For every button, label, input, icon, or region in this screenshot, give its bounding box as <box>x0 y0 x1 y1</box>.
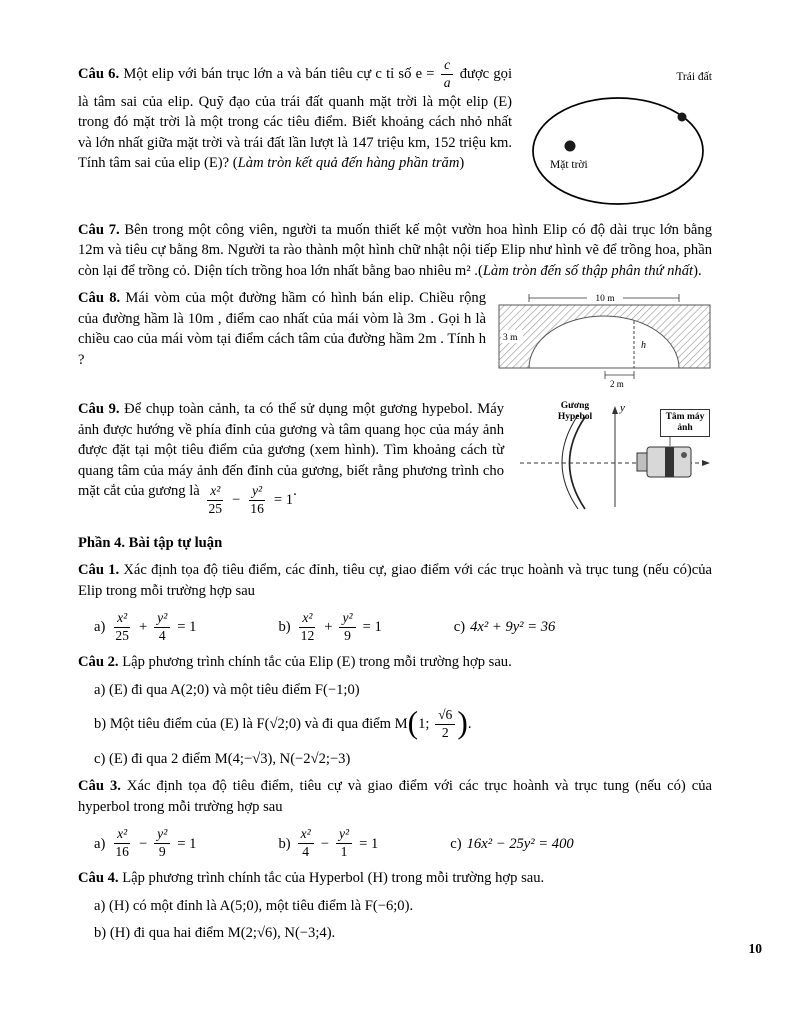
camera-label: Tâm máy ảnh <box>660 409 710 437</box>
equation-item-c: c) 16x² − 25y² = 400 <box>450 835 574 852</box>
tunnel-drawing <box>498 290 712 388</box>
exercise-2 <box>78 652 712 769</box>
exercise-4-item-b: b) (H) đi qua hai điểm M(2;√6), N(−3;4). <box>94 925 336 942</box>
exercise-2-item-c: c) (E) đi qua 2 điểm M(4;−√3), N(−2√2;−3) <box>94 750 351 767</box>
question-9-close: . <box>293 482 297 499</box>
exercise-3 <box>78 776 712 861</box>
question-6-post: được gọi là tâm sai của elip. Quỹ đạo của trái đất quanh mặt trời là một elip (E) trong đó mặt trời là một trong các tiêu điểm. Biết khoảng cách nhỏ nhất và lớn nhất giữa mặt trời và trái đất lần lượt là 147 triệu km, 152 triệu km. Tính tâm sai của elip (E)? ( <box>78 65 513 172</box>
question-8-body: Mái vòm của một đường hầm có hình bán elip. Chiều rộng của đường hầm là 10m , điểm cao nhất của mái vòm là 3m . Gọi h là chiều cao của mái vòm tại điểm cách tâm của đường hầm 2m . Tính h ? <box>78 290 486 368</box>
question-9 <box>78 399 712 518</box>
mirror-equation: $\frac{\text{x²}}{25}$ − $\frac{\text{y²}}{16}$ = 1 <box>208 482 294 516</box>
question-6 <box>78 57 712 213</box>
question-7-close: ). <box>693 262 702 279</box>
exercise-1-body: Xác định tọa độ tiêu điểm, các đỉnh, tiêu cự, giao điểm với các trục hoành và trục tung (nếu có)của Elip trong mỗi trường hợp sau <box>78 562 713 599</box>
question-6-note: Làm tròn kết quả đến hàng phần trăm <box>237 155 460 172</box>
earth-label: Trái đất <box>676 71 712 83</box>
question-7-label: Câu 7. <box>78 222 120 238</box>
orbit-ellipse-drawing <box>526 69 712 209</box>
question-8-label: Câu 8. <box>78 290 121 307</box>
tunnel-offset-label: 2 m <box>610 379 624 389</box>
exercise-4 <box>78 868 712 943</box>
y-axis-label: y <box>620 402 625 415</box>
exercise-1-label: Câu 1. <box>78 562 120 579</box>
mirror-label: Gương Hypebol <box>557 401 593 423</box>
equation-item-c: c) 4x² + 9y² = 36 <box>453 619 556 636</box>
question-7-note: Làm tròn đến số thập phân thứ nhất <box>482 262 694 279</box>
tunnel-width-label: 10 m <box>595 294 615 305</box>
exercise-2-item-a: a) (E) đi qua A(2;0) và một tiêu điểm F(−1;0) <box>94 681 360 698</box>
exercise-1-items <box>94 610 712 645</box>
question-6-close: ) <box>459 155 465 172</box>
question-7-text <box>78 220 712 281</box>
question-9-body: Để chụp toàn cảnh, ta có thể sử dụng một gương hypebol. Máy ảnh được hướng về phía đỉnh của gương và tâm quang học của máy ảnh được đặt tại một tiêu điểm của gương (xem hình). Tìm khoảng cách từ quang tâm của máy ảnh đến đỉnh của gương, biết rằng phương trình cho mặt cắt của gương là <box>78 401 504 499</box>
page-content <box>78 50 712 950</box>
question-7 <box>78 220 712 281</box>
exercise-4-body: Lập phương trình chính tắc của Hyperbol (H) trong mỗi trường hợp sau. <box>122 870 545 887</box>
equation-item-a: a) $\frac{\text{x²}}{25}$ + $\frac{\text{y²}}{4}$ = 1 <box>94 610 197 644</box>
sun-dot <box>565 141 576 152</box>
sun-label: Mặt trời <box>550 159 588 171</box>
exercise-2-body: Lập phương trình chính tắc của Elip (E) trong mỗi trường hợp sau. <box>122 654 512 671</box>
tunnel-h-label: h <box>641 340 646 352</box>
figure-hyperbola-mirror <box>518 401 712 511</box>
fraction-c-a: $\frac{c}{a}$ <box>441 57 454 92</box>
exercise-4-item-a: a) (H) có một đỉnh là A(5;0), một tiêu điểm là F(−6;0). <box>94 897 414 914</box>
exercise-3-text <box>78 776 712 817</box>
section-title: Phần 4. Bài tập tự luận <box>78 534 223 551</box>
equation-item-a: a) $\frac{\text{x²}}{16}$ − $\frac{\text{y²}}{9}$ = 1 <box>94 826 197 860</box>
exercise-2-label: Câu 2. <box>78 654 119 671</box>
page-number: 10 <box>748 941 762 956</box>
question-8 <box>78 288 712 392</box>
camera-lens <box>637 453 647 471</box>
exercise-1 <box>78 560 712 645</box>
exercise-2-item-b: b) Một tiêu điểm của (E) là F(√2;0) và đi qua điểm M(1; $\frac{√6}{2}$ ). <box>94 705 472 741</box>
equation-item-b: b) $\frac{\text{x²}}{4}$ − $\frac{\text{y²}}{1}$ = 1 <box>278 826 379 860</box>
earth-dot <box>678 113 687 122</box>
exercise-4-label: Câu 4. <box>78 870 119 887</box>
exercise-4-text <box>78 868 712 888</box>
equation-item-b: b) $\frac{\text{x²}}{12}$ + $\frac{\text{y²}}{9}$ = 1 <box>278 610 382 644</box>
tunnel-height-label: 3 m <box>503 333 518 344</box>
question-6-label: Câu 6. <box>78 65 120 82</box>
question-7-body: Bên trong một công viên, người ta muốn thiết kế một vườn hoa hình Elip có độ dài trục lớn bằng 12m và tiêu cự bằng 8m. Người ta rào thành một hình chữ nhật nội tiếp Elip như hình vẽ để trồng hoa, phần còn lại để trồng cỏ. Diện tích trồng hoa lớn nhất bằng bao nhiêu m² .( <box>78 222 712 279</box>
exercise-3-items <box>94 826 712 861</box>
exercise-3-body: Xác định tọa độ tiêu điểm, tiêu cự và giao điểm với các trục hoành và trục tung (nếu có) của hyperbol trong mỗi trường hợp sau <box>78 778 712 815</box>
exercise-2-text <box>78 652 712 672</box>
exercise-1-text <box>78 560 712 601</box>
figure-earth-orbit <box>526 69 712 209</box>
figure-tunnel <box>498 290 712 388</box>
question-9-label: Câu 9. <box>78 401 120 418</box>
exercise-3-label: Câu 3. <box>78 778 121 795</box>
question-6-pre: Một elip với bán trục lớn a và bán tiêu cự c tỉ số e = <box>123 65 435 82</box>
